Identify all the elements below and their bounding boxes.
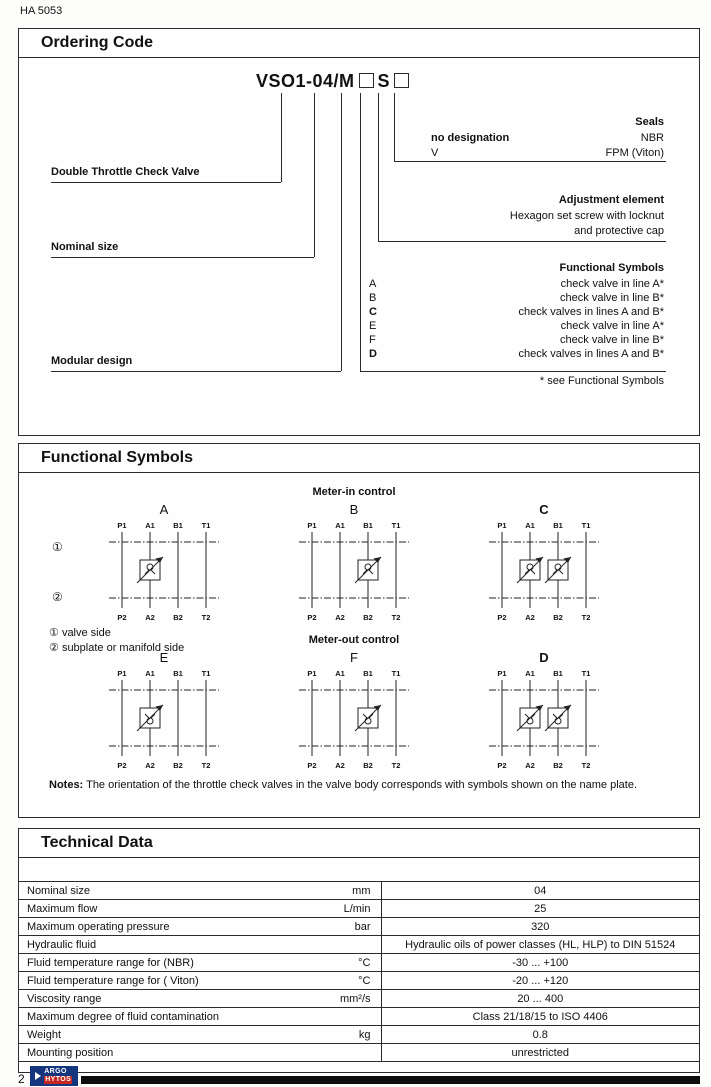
functional-symbol-diagram-F xyxy=(294,650,414,775)
functional-symbols-section xyxy=(18,443,700,818)
svg-text:T2: T2 xyxy=(581,613,591,622)
svg-text:T1: T1 xyxy=(201,521,211,530)
value-cell: 0.8 xyxy=(381,1026,699,1044)
svg-text:P1: P1 xyxy=(497,669,507,678)
notes-label: Notes: xyxy=(49,779,84,791)
adjustment-description: and protective cap xyxy=(574,225,664,237)
label-nominal-size: Nominal size xyxy=(51,241,119,253)
connector-line xyxy=(341,93,342,371)
notes-text: The orientation of the throttle check valves in the valve body corresponds with symbols shown on the name plate. xyxy=(86,779,638,791)
svg-text:A2: A2 xyxy=(335,613,345,622)
svg-text:B1: B1 xyxy=(363,521,373,530)
value-cell: 20 ... 400 xyxy=(381,990,699,1008)
unit-cell xyxy=(319,1044,381,1062)
connector-line xyxy=(314,93,315,257)
connector-line xyxy=(378,93,379,241)
logo-text xyxy=(44,1068,72,1084)
unit-cell: mm²/s xyxy=(319,990,381,1008)
diagram-letter: C xyxy=(539,502,549,517)
unit-cell xyxy=(319,1008,381,1026)
functional-option-value: check valve in line B* xyxy=(560,334,664,346)
svg-text:T2: T2 xyxy=(391,613,401,622)
svg-text:T2: T2 xyxy=(391,761,401,770)
svg-text:B1: B1 xyxy=(173,521,183,530)
functional-symbol-diagram-E xyxy=(104,650,224,775)
seals-option-key: V xyxy=(431,147,439,159)
connector-line xyxy=(378,241,666,242)
unit-cell: mm xyxy=(319,882,381,900)
functional-option-row xyxy=(369,277,664,291)
functional-option-row xyxy=(369,319,664,333)
page-number: 2 xyxy=(18,1072,25,1086)
svg-text:P2: P2 xyxy=(497,761,507,770)
svg-text:P1: P1 xyxy=(307,669,317,678)
functional-option-key: E xyxy=(369,320,377,332)
svg-text:B2: B2 xyxy=(363,613,373,622)
svg-text:B1: B1 xyxy=(553,669,563,678)
label-double-throttle-check-valve: Double Throttle Check Valve xyxy=(51,166,200,178)
value-cell: -30 ... +100 xyxy=(381,954,699,972)
param-cell: Viscosity range xyxy=(19,990,319,1008)
unit-cell xyxy=(319,936,381,954)
svg-text:P2: P2 xyxy=(117,613,127,622)
param-cell: Weight xyxy=(19,1026,319,1044)
seals-option-value: NBR xyxy=(640,132,664,144)
diagram-letter: E xyxy=(159,650,169,665)
seals-heading: Seals xyxy=(635,116,664,128)
table-row xyxy=(19,954,699,972)
ordering-code-section xyxy=(18,28,700,436)
svg-text:A1: A1 xyxy=(525,521,535,530)
code-prefix: VSO1-04/M xyxy=(256,71,355,91)
functional-symbol-diagram-C xyxy=(484,502,604,627)
svg-text:P2: P2 xyxy=(117,761,127,770)
section-title-functional-symbols: Functional Symbols xyxy=(41,449,194,466)
functional-symbols-footnote: * see Functional Symbols xyxy=(539,375,664,387)
diagram-letter: D xyxy=(539,650,549,665)
mark-valve-side: ① xyxy=(52,540,63,554)
value-cell: Hydraulic oils of power classes (HL, HLP) to DIN 51524 xyxy=(381,936,699,954)
argo-hytos-logo xyxy=(30,1066,78,1086)
footer-bar xyxy=(81,1076,700,1084)
adjustment-element-block xyxy=(399,193,664,239)
svg-text:A2: A2 xyxy=(525,613,535,622)
value-cell: 04 xyxy=(381,882,699,900)
mark-subplate-side: ② xyxy=(52,590,63,604)
svg-text:T1: T1 xyxy=(391,521,401,530)
value-cell: unrestricted xyxy=(381,1044,699,1062)
svg-text:P1: P1 xyxy=(117,669,127,678)
code-adjustment-letter: S xyxy=(377,71,391,91)
functional-option-key: C xyxy=(369,306,377,318)
value-cell: -20 ... +120 xyxy=(381,972,699,990)
functional-option-key: F xyxy=(369,334,376,346)
logo-line-hytos: HYTOS xyxy=(45,1076,72,1083)
section-title-rule xyxy=(19,472,699,473)
seals-option-key: no designation xyxy=(431,132,510,144)
svg-text:T1: T1 xyxy=(581,669,591,678)
seals-option-row xyxy=(431,146,664,161)
svg-text:A2: A2 xyxy=(145,761,155,770)
svg-text:T2: T2 xyxy=(201,613,211,622)
functional-option-value: check valve in line A* xyxy=(560,320,664,332)
param-cell: Fluid temperature range for (NBR) xyxy=(19,954,319,972)
svg-text:A1: A1 xyxy=(525,669,535,678)
logo-triangle-icon xyxy=(35,1072,41,1080)
section-title-rule xyxy=(19,857,699,858)
svg-text:A1: A1 xyxy=(145,521,155,530)
logo-line-argo: ARGO xyxy=(44,1068,67,1075)
seals-block xyxy=(431,115,664,161)
functional-option-row xyxy=(369,305,664,319)
seals-option-row xyxy=(431,131,664,146)
svg-text:A2: A2 xyxy=(145,613,155,622)
svg-text:P2: P2 xyxy=(497,613,507,622)
meter-in-diagrams-row xyxy=(104,502,604,627)
svg-text:A1: A1 xyxy=(145,669,155,678)
svg-text:B2: B2 xyxy=(173,761,183,770)
param-cell: Maximum flow xyxy=(19,900,319,918)
connector-line xyxy=(394,93,395,161)
unit-cell: °C xyxy=(319,954,381,972)
param-cell: Maximum operating pressure xyxy=(19,918,319,936)
svg-text:T2: T2 xyxy=(581,761,591,770)
svg-text:B2: B2 xyxy=(363,761,373,770)
legend-number: ② xyxy=(49,642,59,654)
connector-line xyxy=(51,257,314,258)
table-row xyxy=(19,936,699,954)
functional-option-key: A xyxy=(369,278,377,290)
seals-option-value: FPM (Viton) xyxy=(605,147,664,159)
functional-option-row xyxy=(369,347,664,361)
notes xyxy=(49,778,687,792)
svg-text:A2: A2 xyxy=(335,761,345,770)
diagram-letter: A xyxy=(159,502,169,517)
functional-symbols-heading: Functional Symbols xyxy=(559,262,664,274)
param-cell: Nominal size xyxy=(19,882,319,900)
param-cell: Hydraulic fluid xyxy=(19,936,319,954)
table-row xyxy=(19,1026,699,1044)
unit-cell: bar xyxy=(319,918,381,936)
svg-text:T1: T1 xyxy=(391,669,401,678)
functional-option-value: check valves in lines A and B* xyxy=(518,348,664,360)
connector-line xyxy=(51,182,281,183)
connector-line xyxy=(281,93,282,182)
functional-symbol-diagram-D xyxy=(484,650,604,775)
functional-option-value: check valve in line A* xyxy=(560,278,664,290)
diagram-letter: F xyxy=(350,650,358,665)
legend-text: subplate or manifold side xyxy=(61,642,185,654)
ordering-code-value xyxy=(256,71,409,92)
svg-text:P2: P2 xyxy=(307,761,317,770)
svg-text:B1: B1 xyxy=(173,669,183,678)
diagram-letter: B xyxy=(349,502,359,517)
meter-out-control-label: Meter-out control xyxy=(308,634,400,646)
svg-text:B2: B2 xyxy=(553,761,563,770)
table-row xyxy=(19,900,699,918)
connector-line xyxy=(360,93,361,371)
technical-data-table xyxy=(19,881,699,1062)
functional-option-key: B xyxy=(369,292,377,304)
functional-symbols-block xyxy=(369,261,664,361)
connector-line xyxy=(51,371,341,372)
table-row xyxy=(19,882,699,900)
value-cell: Class 21/18/15 to ISO 4406 xyxy=(381,1008,699,1026)
svg-text:A1: A1 xyxy=(335,669,345,678)
meter-out-diagrams-row xyxy=(104,650,604,775)
param-cell: Mounting position xyxy=(19,1044,319,1062)
svg-text:A2: A2 xyxy=(525,761,535,770)
section-title-technical-data: Technical Data xyxy=(41,834,153,851)
functional-option-row xyxy=(369,291,664,305)
unit-cell: L/min xyxy=(319,900,381,918)
unit-cell: °C xyxy=(319,972,381,990)
svg-text:B2: B2 xyxy=(553,613,563,622)
table-row xyxy=(19,918,699,936)
svg-text:P1: P1 xyxy=(117,521,127,530)
adjustment-heading: Adjustment element xyxy=(558,194,664,206)
unit-cell: kg xyxy=(319,1026,381,1044)
param-cell: Fluid temperature range for ( Viton) xyxy=(19,972,319,990)
legend-number: ① xyxy=(49,627,59,639)
table-row xyxy=(19,1044,699,1062)
svg-text:T1: T1 xyxy=(201,669,211,678)
meter-in-control-label: Meter-in control xyxy=(312,486,396,498)
table-row xyxy=(19,990,699,1008)
param-cell: Maximum degree of fluid contamination xyxy=(19,1008,319,1026)
functional-option-key: D xyxy=(369,348,377,360)
svg-text:T1: T1 xyxy=(581,521,591,530)
connector-line xyxy=(394,161,666,162)
legend-text: valve side xyxy=(61,627,111,639)
value-cell: 25 xyxy=(381,900,699,918)
label-modular-design: Modular design xyxy=(51,355,133,367)
svg-text:T2: T2 xyxy=(201,761,211,770)
svg-text:B1: B1 xyxy=(553,521,563,530)
legend-valve-side xyxy=(49,626,111,640)
section-title-rule xyxy=(19,57,699,58)
functional-option-value: check valve in line B* xyxy=(560,292,664,304)
section-title-ordering-code: Ordering Code xyxy=(41,34,154,51)
svg-text:B1: B1 xyxy=(363,669,373,678)
table-row xyxy=(19,1008,699,1026)
technical-data-section xyxy=(18,828,700,1073)
functional-option-value: check valves in lines A and B* xyxy=(518,306,664,318)
adjustment-description: Hexagon set screw with locknut xyxy=(509,210,664,222)
value-cell: 320 xyxy=(381,918,699,936)
functional-symbol-diagram-A xyxy=(104,502,224,627)
seals-placeholder-box xyxy=(394,73,409,88)
svg-text:P1: P1 xyxy=(307,521,317,530)
page-footer xyxy=(18,1064,700,1086)
svg-text:P2: P2 xyxy=(307,613,317,622)
functional-symbol-placeholder-box xyxy=(359,73,374,88)
svg-text:B2: B2 xyxy=(173,613,183,622)
functional-symbol-diagram-B xyxy=(294,502,414,627)
connector-line xyxy=(360,371,666,372)
functional-option-row xyxy=(369,333,664,347)
table-row xyxy=(19,972,699,990)
svg-text:A1: A1 xyxy=(335,521,345,530)
svg-text:P1: P1 xyxy=(497,521,507,530)
document-number: HA 5053 xyxy=(20,5,63,17)
